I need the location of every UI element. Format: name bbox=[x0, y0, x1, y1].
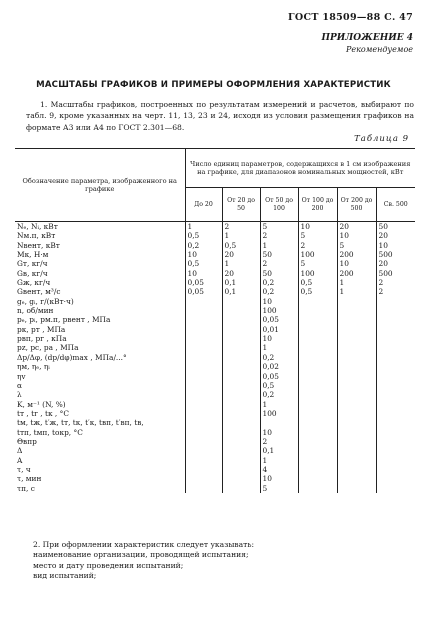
value-cell bbox=[337, 456, 376, 465]
value-cell bbox=[298, 362, 337, 371]
parameter-name: Gвент, м³/с bbox=[15, 287, 185, 296]
value-cell: 20 bbox=[378, 259, 388, 269]
table-row bbox=[15, 250, 415, 259]
value-cell bbox=[185, 325, 222, 334]
value-cell bbox=[185, 306, 222, 315]
value-cell: 0,05 bbox=[185, 278, 222, 287]
value-cell: 1 bbox=[185, 222, 222, 232]
value-cell bbox=[337, 390, 376, 399]
value-cell bbox=[185, 362, 222, 371]
value-cell: 2 bbox=[298, 241, 337, 250]
recommended-label: Рекомендуемое bbox=[346, 45, 413, 54]
value-cell: 0,5 bbox=[185, 259, 222, 268]
value-cell bbox=[298, 400, 337, 409]
table-row bbox=[15, 222, 415, 232]
table-row bbox=[15, 259, 415, 268]
note-line: место и дату проведения испытаний; bbox=[33, 560, 184, 570]
table-row bbox=[15, 343, 415, 352]
value-cell bbox=[376, 390, 415, 399]
table-row bbox=[15, 362, 415, 371]
value-cell bbox=[222, 409, 260, 418]
value-cell bbox=[222, 334, 260, 343]
value-cell bbox=[222, 362, 260, 371]
value-cell bbox=[298, 325, 337, 334]
page-header-gost: ГОСТ 18509—88 С. 47 bbox=[288, 12, 413, 23]
value-cell bbox=[337, 409, 376, 418]
value-cell bbox=[376, 315, 415, 324]
value-cell: 2 bbox=[222, 222, 260, 232]
value-cell bbox=[376, 474, 415, 483]
value-cell bbox=[298, 297, 337, 306]
parameter-name: K, м⁻¹ (N, %) bbox=[15, 400, 185, 409]
value-cell bbox=[222, 297, 260, 306]
parameter-name: Mк, Н·м bbox=[15, 250, 185, 259]
parameter-name: Θвпр bbox=[15, 437, 185, 446]
value-cell bbox=[222, 315, 260, 324]
value-cell: 10 bbox=[185, 250, 222, 259]
value-cell: 2 bbox=[378, 287, 384, 297]
value-cell: 200 bbox=[337, 269, 376, 278]
value-cell bbox=[376, 400, 415, 409]
value-cell bbox=[222, 306, 260, 315]
parameter-name: tт , tг , tк , °С bbox=[15, 409, 185, 418]
value-cell bbox=[298, 353, 337, 362]
value-cell bbox=[376, 306, 415, 315]
value-cell bbox=[376, 325, 415, 334]
value-cell bbox=[222, 325, 260, 334]
column-header: Св. 500 bbox=[376, 188, 415, 222]
value-cell bbox=[222, 446, 260, 455]
value-cell: 0,2 bbox=[260, 278, 298, 287]
value-cell: 100 bbox=[260, 306, 298, 315]
header-parameter: Обозначение параметра, изображенного на графике bbox=[15, 149, 185, 222]
value-cell bbox=[337, 362, 376, 371]
table-row bbox=[15, 474, 415, 483]
value-cell bbox=[298, 334, 337, 343]
value-cell bbox=[222, 353, 260, 362]
table-row bbox=[15, 278, 415, 287]
parameter-name: Nм.п, кВт bbox=[15, 231, 185, 240]
value-cell bbox=[298, 315, 337, 324]
parameter-name: tм, tж, t′ж, tт, tк, t′к, tвп, t′вп, tв, bbox=[15, 418, 185, 427]
parameter-name: pвп, pг , кПа bbox=[15, 334, 185, 343]
parameter-name: Δ bbox=[15, 446, 185, 455]
value-cell: 10 bbox=[260, 334, 298, 343]
parameter-name: Gж, кг/ч bbox=[15, 278, 185, 287]
value-cell bbox=[376, 343, 415, 352]
parameter-name: τ, ч bbox=[15, 465, 185, 474]
value-cell bbox=[185, 297, 222, 306]
value-cell bbox=[337, 372, 376, 381]
value-cell: 1 bbox=[260, 241, 298, 250]
value-cell bbox=[337, 381, 376, 390]
parameter-name: Nₑ, Nᵢ, кВт bbox=[15, 222, 185, 232]
value-cell bbox=[337, 428, 376, 437]
table-row bbox=[15, 231, 415, 240]
value-cell bbox=[376, 465, 415, 474]
value-cell: 0,1 bbox=[222, 278, 260, 287]
value-cell bbox=[222, 474, 260, 483]
value-cell bbox=[337, 465, 376, 474]
value-cell: 0,5 bbox=[185, 231, 222, 240]
value-cell: 2 bbox=[260, 437, 298, 446]
table-row bbox=[15, 334, 415, 343]
column-header: От 20 до 50 bbox=[222, 188, 260, 222]
value-cell: 0,02 bbox=[260, 362, 298, 371]
value-cell: 10 bbox=[337, 231, 376, 240]
parameter-name: pz, pc, pa , МПа bbox=[15, 343, 185, 352]
value-cell: 500 bbox=[378, 268, 393, 278]
value-cell: 5 bbox=[260, 222, 298, 232]
value-cell bbox=[185, 465, 222, 474]
value-cell bbox=[337, 306, 376, 315]
value-cell: 0,1 bbox=[222, 287, 260, 296]
value-cell: 1 bbox=[260, 343, 298, 352]
value-cell bbox=[298, 456, 337, 465]
value-cell bbox=[376, 372, 415, 381]
value-cell: 0,05 bbox=[260, 315, 298, 324]
value-cell bbox=[298, 306, 337, 315]
header-units-group: Число единиц параметров, содержащихся в 1 см изображения на графике, для диапазонов номинальных мощностей, кВт bbox=[185, 149, 415, 188]
value-cell: 1 bbox=[260, 400, 298, 409]
value-cell bbox=[185, 343, 222, 352]
value-cell: 10 bbox=[337, 259, 376, 268]
section-title: МАСШТАБЫ ГРАФИКОВ И ПРИМЕРЫ ОФОРМЛЕНИЯ ХАРАКТЕРИСТИК bbox=[36, 80, 391, 90]
value-cell bbox=[376, 456, 415, 465]
note-line: вид испытаний; bbox=[33, 571, 97, 581]
value-cell bbox=[222, 465, 260, 474]
note-line: 2. При оформлении характеристик следует указывать: bbox=[33, 540, 255, 549]
value-cell: 10 bbox=[298, 222, 337, 232]
value-cell bbox=[298, 372, 337, 381]
value-cell: 1 bbox=[222, 259, 260, 268]
value-cell bbox=[337, 400, 376, 409]
value-cell: 50 bbox=[260, 250, 298, 259]
value-cell: 0,5 bbox=[298, 287, 337, 296]
value-cell bbox=[376, 362, 415, 371]
table-row bbox=[15, 353, 415, 362]
value-cell: 0,05 bbox=[185, 287, 222, 296]
table-row bbox=[15, 465, 415, 474]
value-cell: 500 bbox=[378, 250, 393, 260]
value-cell: 10 bbox=[185, 269, 222, 278]
parameter-name: Gв, кг/ч bbox=[15, 269, 185, 278]
value-cell bbox=[222, 372, 260, 381]
parameter-name: τп, с bbox=[15, 484, 185, 493]
value-cell bbox=[185, 456, 222, 465]
parameter-name: α bbox=[15, 381, 185, 390]
value-cell bbox=[337, 315, 376, 324]
table-row bbox=[15, 381, 415, 390]
value-cell: 0,2 bbox=[260, 353, 298, 362]
value-cell bbox=[185, 409, 222, 418]
value-cell bbox=[298, 484, 337, 493]
notes-block bbox=[33, 540, 413, 582]
value-cell bbox=[222, 381, 260, 390]
value-cell bbox=[185, 381, 222, 390]
value-cell bbox=[185, 390, 222, 399]
value-cell bbox=[298, 437, 337, 446]
value-cell bbox=[298, 381, 337, 390]
value-cell bbox=[298, 390, 337, 399]
table-row bbox=[15, 315, 415, 324]
value-cell: 200 bbox=[337, 250, 376, 259]
value-cell bbox=[337, 474, 376, 483]
value-cell bbox=[337, 446, 376, 455]
value-cell bbox=[298, 409, 337, 418]
table-row bbox=[15, 297, 415, 306]
value-cell bbox=[298, 418, 337, 427]
table-row bbox=[15, 446, 415, 455]
value-cell: 10 bbox=[260, 297, 298, 306]
value-cell: 20 bbox=[222, 250, 260, 259]
value-cell bbox=[222, 428, 260, 437]
value-cell bbox=[298, 428, 337, 437]
value-cell bbox=[185, 446, 222, 455]
value-cell: 0,1 bbox=[260, 446, 298, 455]
parameter-name: Δp/Δφ, (dp/dφ)max , МПа/...° bbox=[15, 353, 185, 362]
value-cell: 100 bbox=[298, 269, 337, 278]
parameter-name: pₑ, pᵢ, pм.п, pвент , МПа bbox=[15, 315, 185, 324]
column-header: От 100 до 200 bbox=[298, 188, 337, 222]
table-row bbox=[15, 456, 415, 465]
value-cell bbox=[376, 484, 415, 493]
value-cell bbox=[222, 484, 260, 493]
value-cell bbox=[376, 297, 415, 306]
table-row bbox=[15, 287, 415, 296]
value-cell bbox=[337, 353, 376, 362]
value-cell: 0,5 bbox=[260, 381, 298, 390]
value-cell: 2 bbox=[260, 259, 298, 268]
note-line: наименование организации, проводящей испытания; bbox=[33, 550, 249, 560]
value-cell: 100 bbox=[298, 250, 337, 259]
table-row bbox=[15, 484, 415, 493]
parameter-name: tтп, tмп, tокр, °С bbox=[15, 428, 185, 437]
value-cell bbox=[376, 409, 415, 418]
value-cell: 2 bbox=[260, 231, 298, 240]
value-cell bbox=[185, 353, 222, 362]
value-cell bbox=[185, 334, 222, 343]
value-cell bbox=[260, 418, 298, 427]
value-cell: 1 bbox=[337, 287, 376, 296]
value-cell bbox=[298, 446, 337, 455]
column-header: От 50 до 100 bbox=[260, 188, 298, 222]
parameter-name: A bbox=[15, 456, 185, 465]
value-cell: 0,2 bbox=[185, 241, 222, 250]
value-cell bbox=[337, 325, 376, 334]
value-cell bbox=[376, 437, 415, 446]
parameter-name: Nвент, кВт bbox=[15, 241, 185, 250]
value-cell: 4 bbox=[260, 465, 298, 474]
value-cell: 0,01 bbox=[260, 325, 298, 334]
table-row bbox=[15, 241, 415, 250]
parameter-name: λ bbox=[15, 390, 185, 399]
value-cell: 20 bbox=[378, 231, 388, 241]
value-cell: 0,5 bbox=[222, 241, 260, 250]
parameter-name: τ, мин bbox=[15, 474, 185, 483]
value-cell bbox=[222, 400, 260, 409]
value-cell bbox=[376, 381, 415, 390]
value-cell: 100 bbox=[260, 409, 298, 418]
value-cell bbox=[185, 484, 222, 493]
value-cell bbox=[222, 418, 260, 427]
value-cell: 0,5 bbox=[298, 278, 337, 287]
value-cell bbox=[185, 474, 222, 483]
value-cell: 1 bbox=[260, 456, 298, 465]
appendix-label: ПРИЛОЖЕНИЕ 4 bbox=[321, 33, 413, 43]
value-cell: 50 bbox=[378, 222, 388, 231]
value-cell: 5 bbox=[298, 231, 337, 240]
table-row bbox=[15, 409, 415, 418]
value-cell: 5 bbox=[298, 259, 337, 268]
value-cell bbox=[376, 446, 415, 455]
parameter-name: n, об/мин bbox=[15, 306, 185, 315]
value-cell: 10 bbox=[260, 428, 298, 437]
table-row bbox=[15, 269, 415, 278]
value-cell: 50 bbox=[260, 269, 298, 278]
value-cell bbox=[185, 428, 222, 437]
value-cell: 5 bbox=[337, 241, 376, 250]
parameter-name: Gт, кг/ч bbox=[15, 259, 185, 268]
table-row bbox=[15, 437, 415, 446]
value-cell: 0,2 bbox=[260, 287, 298, 296]
table-row bbox=[15, 390, 415, 399]
table-row bbox=[15, 418, 415, 427]
value-cell: 1 bbox=[337, 278, 376, 287]
value-cell bbox=[222, 456, 260, 465]
value-cell bbox=[337, 418, 376, 427]
value-cell bbox=[298, 465, 337, 474]
value-cell bbox=[376, 418, 415, 427]
value-cell: 20 bbox=[222, 269, 260, 278]
value-cell bbox=[337, 437, 376, 446]
table-row bbox=[15, 325, 415, 334]
value-cell: 0,2 bbox=[260, 390, 298, 399]
value-cell bbox=[185, 400, 222, 409]
value-cell bbox=[222, 437, 260, 446]
table-row bbox=[15, 372, 415, 381]
value-cell bbox=[337, 484, 376, 493]
intro-paragraph: 1. Масштабы графиков, построенных по результатам измерений и расчетов, выбирают по табл. 9, кроме указанных на черт. 11, 13, 23 и 24, исходя из условия размещения графиков на формате А3 или А4 по ГОСТ 2.301—68. bbox=[26, 100, 414, 132]
value-cell: 1 bbox=[222, 231, 260, 240]
value-cell bbox=[376, 353, 415, 362]
column-header: От 200 до 500 bbox=[337, 188, 376, 222]
value-cell bbox=[337, 343, 376, 352]
table-row bbox=[15, 306, 415, 315]
value-cell bbox=[185, 418, 222, 427]
value-cell bbox=[337, 297, 376, 306]
parameter-name: gₑ, gᵢ, г/(кВт·ч) bbox=[15, 297, 185, 306]
value-cell: 10 bbox=[260, 474, 298, 483]
value-cell bbox=[185, 315, 222, 324]
scales-table bbox=[15, 148, 415, 493]
column-header: До 20 bbox=[185, 188, 222, 222]
value-cell bbox=[337, 334, 376, 343]
value-cell bbox=[185, 372, 222, 381]
value-cell: 10 bbox=[378, 240, 388, 250]
value-cell bbox=[298, 343, 337, 352]
parameter-name: ηv bbox=[15, 372, 185, 381]
value-cell: 20 bbox=[337, 222, 376, 232]
value-cell bbox=[376, 334, 415, 343]
parameter-name: ηм, ηₑ, ηᵢ bbox=[15, 362, 185, 371]
table-caption: Таблица 9 bbox=[354, 134, 409, 144]
table-row bbox=[15, 400, 415, 409]
value-cell bbox=[376, 428, 415, 437]
table-row bbox=[15, 428, 415, 437]
value-cell: 5 bbox=[260, 484, 298, 493]
value-cell bbox=[185, 437, 222, 446]
parameter-name: pк, pт , МПа bbox=[15, 325, 185, 334]
value-cell: 0,05 bbox=[260, 372, 298, 381]
value-cell bbox=[298, 474, 337, 483]
value-cell bbox=[222, 390, 260, 399]
value-cell bbox=[222, 343, 260, 352]
value-cell: 2 bbox=[378, 278, 384, 288]
